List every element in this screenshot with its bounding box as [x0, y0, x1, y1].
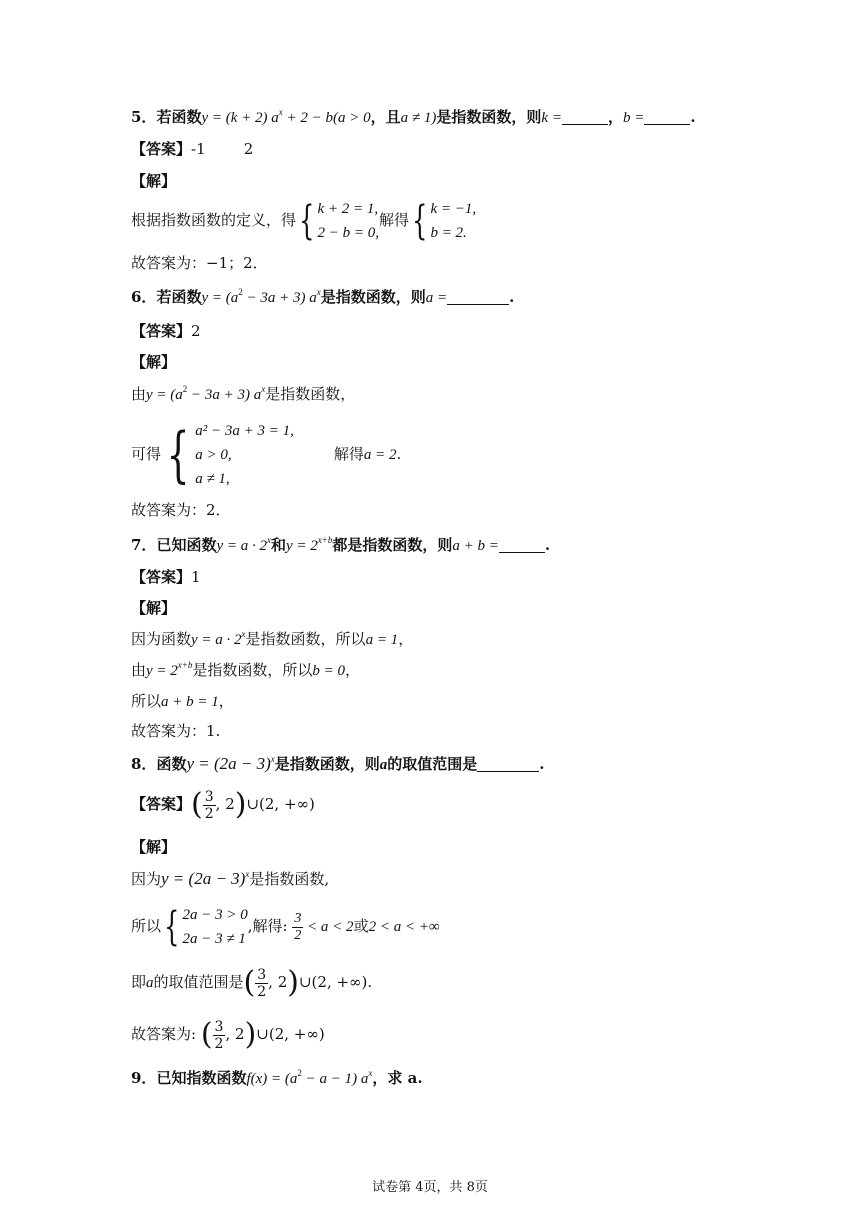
- q5-question: 5．若函数y = (k + 2) $a^x + 2 - b(a > 0$，且a ≠ 1)是指数函数，则k = ，b = .: [131, 107, 696, 126]
- q6-final: 故答案为：2．: [131, 501, 231, 519]
- q8-final: 故答案为: ( $\frac{3}{2}$ , 2)∪(2, +∞): [131, 1017, 325, 1052]
- q7-jie: 【解】: [131, 599, 177, 617]
- q5-answer: 【答案】-1 2: [131, 140, 254, 158]
- q7-line3: 所以a + b = 1，: [131, 692, 234, 710]
- q7-line1: 因为函数$y = a \cdot 2^x$是指数函数，所以a = 1，: [131, 629, 414, 648]
- question-number: 5．: [131, 108, 157, 126]
- q5-solution: 根据指数函数的定义，得{ k + 2 = 1, 2 − b = 0, 解得{ k = −1, b = 2.: [131, 198, 477, 244]
- q8-jie: 【解】: [131, 838, 177, 856]
- q7-question: 7．已知函数$y = a \cdot 2^x$和$y = 2^{x+b}$都是指数函数，则a + b = .: [131, 535, 551, 554]
- q8-line2: 所以{ 2a − 3 > 0 2a − 3 ≠ 1 ,解得: $\frac{3}{2}$ < a < 2或2 < a < +∞: [131, 904, 440, 950]
- page-footer: 试卷第 4页，共 8页: [372, 1180, 488, 1195]
- q6-question: 6．若函数$y = (a^2 - 3a + 3)$ $a^x$是指数函数，则a = .: [131, 287, 515, 306]
- q5-final: 故答案为：−1；2．: [131, 254, 268, 272]
- answer-blank: [447, 290, 509, 305]
- q9-question: 9．已知指数函数$f(x) = (a^2 - a - 1)$ $a^x$，求 a.: [131, 1068, 423, 1087]
- q7-final: 故答案为：1.: [131, 722, 221, 740]
- math-formula: y = (k + 2) $a^x + 2 - b$: [201, 107, 334, 126]
- q6-answer: 【答案】2: [131, 322, 201, 340]
- q8-question: 8．函数$y = (2a - 3)^x$是指数函数，则a的取值范围是 .: [131, 754, 545, 773]
- q8-line3: 即a的取值范围是( $\frac{3}{2}$ , 2)∪(2, +∞).: [131, 965, 373, 1000]
- q7-answer: 【答案】1: [131, 568, 201, 586]
- answer-blank: [644, 110, 690, 125]
- q8-answer: 【答案】( $\frac{3}{2}$ , 2)∪(2, +∞): [131, 787, 315, 822]
- q6-line1: 由$y = (a^2 - 3a + 3)$ $a^x$是指数函数，: [131, 384, 356, 403]
- answer-blank: [477, 757, 539, 772]
- q8-line1: 因为$y = (2a - 3)^x$是指数函数,: [131, 869, 330, 888]
- q7-line2: 由$y = 2^{x+b}$是指数函数，所以b = 0，: [131, 660, 361, 679]
- answer-blank: [499, 538, 545, 553]
- q5-jie: 【解】: [131, 172, 177, 190]
- q6-system: 可得{ a² − 3a + 3 = 1, a > 0, a ≠ 1, 解得a = 2.: [131, 420, 402, 490]
- answer-blank: [562, 110, 608, 125]
- q6-jie: 【解】: [131, 353, 177, 371]
